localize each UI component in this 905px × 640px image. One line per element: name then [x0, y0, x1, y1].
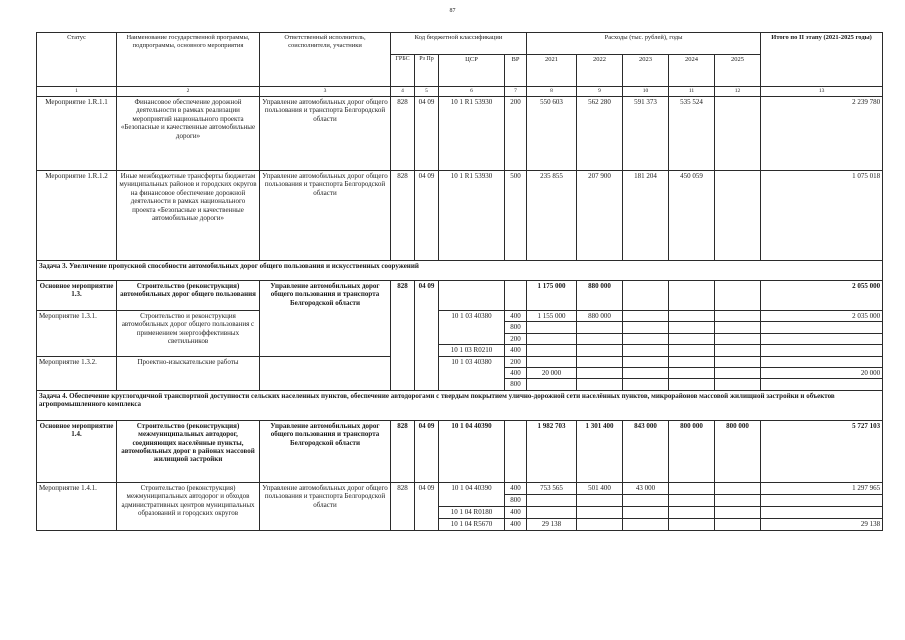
task-4-title: Задача 4. Обеспечение круглогодичной транспортной доступности сельских населенных пунктов, обеспечение автодорогами с твердым покрытием улично-дорожной сети населённых пунктов, микрорайонов массовой жилищной застройки и объектов агропромышленного комплекса	[37, 390, 883, 420]
row-status: Мероприятие 1.4.1.	[37, 482, 117, 530]
row-vr: 200	[505, 97, 527, 171]
col-number: 5	[415, 87, 439, 97]
col-number: 9	[577, 87, 623, 97]
table-row	[37, 281, 883, 311]
row-vr: 200	[505, 356, 527, 367]
budget-table	[36, 32, 883, 531]
row-csr: 10 1 04 40390	[439, 420, 505, 482]
row-rzpr: 04 09	[415, 171, 439, 261]
header-row-1	[37, 33, 883, 55]
row-executor: Управление автомобильных дорог общего пользования и транспорта Белгородской области	[260, 482, 391, 530]
table-row	[37, 482, 883, 494]
header-2024: 2024	[669, 55, 715, 87]
table-row	[37, 97, 883, 171]
row-2022: 562 280	[577, 97, 623, 171]
header-grbs: ГРБС	[391, 55, 415, 87]
row-2021: 20 000	[527, 367, 577, 378]
header-status: Статус	[37, 33, 117, 87]
task-row	[37, 261, 883, 281]
row-2022: 501 400	[577, 482, 623, 494]
table-row	[37, 356, 883, 367]
header-2025: 2025	[715, 55, 761, 87]
row-status: Мероприятие 1.3.1.	[37, 311, 117, 357]
row-csr: 10 1 R1 53930	[439, 97, 505, 171]
row-grbs: 828	[391, 171, 415, 261]
row-total: 1 075 018	[761, 171, 883, 261]
row-rzpr: 04 09	[415, 281, 439, 391]
row-2024: 450 059	[669, 171, 715, 261]
row-2021: 235 855	[527, 171, 577, 261]
row-executor: Управление автомобильных дорог общего пользования и транспорта Белгородской области	[260, 97, 391, 171]
header-executor: Ответственный исполнитель, соисполнители, участники	[260, 33, 391, 87]
col-number: 6	[439, 87, 505, 97]
row-executor	[260, 356, 391, 390]
header-2022: 2022	[577, 55, 623, 87]
row-2025	[715, 171, 761, 261]
column-numbers-row	[37, 87, 883, 97]
row-executor: Управление автомобильных дорог общего пользования и транспорта Белгородской области	[260, 420, 391, 482]
row-vr: 200	[505, 333, 527, 344]
col-number: 1	[37, 87, 117, 97]
row-2021: 1 982 703	[527, 420, 577, 482]
row-total: 2 035 000	[761, 311, 883, 322]
row-csr: 10 1 R1 53930	[439, 171, 505, 261]
row-vr	[505, 281, 527, 311]
row-executor: Управление автомобильных дорог общего пользования и транспорта Белгородской области	[260, 281, 391, 357]
row-2021: 550 603	[527, 97, 577, 171]
row-2022: 880 000	[577, 281, 623, 311]
table-row	[37, 311, 883, 322]
row-2021: 29 138	[527, 518, 577, 530]
header-program: Наименование государственной программы, подпрограммы, основного мероприятия	[117, 33, 260, 87]
row-csr: 10 1 03 40380	[439, 356, 505, 390]
row-total: 2 055 000	[761, 281, 883, 311]
row-name: Строительство (реконструкция) межмуниципальных автодорог, соединяющих населённые пункты, автомобильных дорог в районах массовой жилищной застройки	[117, 420, 260, 482]
row-2023	[623, 281, 669, 311]
row-total: 29 138	[761, 518, 883, 530]
row-vr: 500	[505, 171, 527, 261]
header-2021: 2021	[527, 55, 577, 87]
header-expenses: Расходы (тыс. рублей), годы	[527, 33, 761, 55]
header-2023: 2023	[623, 55, 669, 87]
col-number: 11	[669, 87, 715, 97]
row-vr: 800	[505, 494, 527, 506]
row-status: Основное мероприятие 1.4.	[37, 420, 117, 482]
col-number: 13	[761, 87, 883, 97]
row-grbs: 828	[391, 97, 415, 171]
row-2025	[715, 97, 761, 171]
row-total: 1 297 965	[761, 482, 883, 494]
row-rzpr: 04 09	[415, 420, 439, 482]
row-executor: Управление автомобильных дорог общего пользования и транспорта Белгородской области	[260, 171, 391, 261]
row-vr: 400	[505, 345, 527, 356]
row-2023: 43 000	[623, 482, 669, 494]
header-budget-code: Код бюджетной классификации	[391, 33, 527, 55]
row-vr: 800	[505, 322, 527, 333]
row-2024: 800 000	[669, 420, 715, 482]
row-2022: 1 301 400	[577, 420, 623, 482]
row-2024	[669, 281, 715, 311]
row-total: 5 727 103	[761, 420, 883, 482]
col-number: 2	[117, 87, 260, 97]
table-row	[37, 171, 883, 261]
row-csr: 10 1 04 40390	[439, 482, 505, 506]
row-vr	[505, 420, 527, 482]
row-status: Мероприятие 1.R.1.2	[37, 171, 117, 261]
row-vr: 400	[505, 311, 527, 322]
row-status: Основное мероприятие 1.3.	[37, 281, 117, 311]
row-total: 2 239 780	[761, 97, 883, 171]
col-number: 8	[527, 87, 577, 97]
row-vr: 400	[505, 506, 527, 518]
row-2023: 181 204	[623, 171, 669, 261]
row-2022: 880 000	[577, 311, 623, 322]
row-2023: 843 000	[623, 420, 669, 482]
row-name: Строительство (реконструкция) автомобильных дорог общего пользования	[117, 281, 260, 311]
row-vr: 800	[505, 379, 527, 390]
row-grbs: 828	[391, 482, 415, 530]
col-number: 7	[505, 87, 527, 97]
row-2025: 800 000	[715, 420, 761, 482]
task-3-title: Задача 3. Увеличение пропускной способности автомобильных дорог общего пользования и искусственных сооружений	[37, 261, 883, 281]
row-rzpr: 04 09	[415, 97, 439, 171]
page-number: 87	[449, 8, 456, 14]
task-row	[37, 390, 883, 420]
header-total: Итого по II этапу (2021-2025 годы)	[761, 33, 883, 87]
col-number: 10	[623, 87, 669, 97]
row-vr: 400	[505, 367, 527, 378]
row-name: Строительство и реконструкция автомобильных дорог общего пользования с применением энергоэффективных светильников	[117, 311, 260, 357]
row-2024: 535 524	[669, 97, 715, 171]
table-row	[37, 420, 883, 482]
row-2021: 1 175 000	[527, 281, 577, 311]
col-number: 4	[391, 87, 415, 97]
row-csr: 10 1 03 R0210	[439, 345, 505, 356]
header-vr: ВР	[505, 55, 527, 87]
row-name: Проектно-изыскательские работы	[117, 356, 260, 390]
row-total: 20 000	[761, 367, 883, 378]
row-vr: 400	[505, 518, 527, 530]
row-2021: 753 565	[527, 482, 577, 494]
row-name: Иные межбюджетные трансферты бюджетам муниципальных районов и городских округов на финансовое обеспечение дорожной деятельности в рамках национального проекта «Безопасные и качественные автомобильные дороги»	[117, 171, 260, 261]
row-status: Мероприятие 1.R.1.1	[37, 97, 117, 171]
row-name: Финансовое обеспечение дорожной деятельности в рамках реализации мероприятий национального проекта «Безопасные и качественные автомобильные дороги»	[117, 97, 260, 171]
row-csr	[439, 281, 505, 311]
row-vr: 400	[505, 482, 527, 494]
row-2025	[715, 281, 761, 311]
row-2023: 591 373	[623, 97, 669, 171]
row-status: Мероприятие 1.3.2.	[37, 356, 117, 390]
row-2022: 207 900	[577, 171, 623, 261]
row-name: Строительство (реконструкция) межмуниципальных автодорог и обходов административных центров муниципальных образований и городских округов	[117, 482, 260, 530]
header-csr: ЦСР	[439, 55, 505, 87]
row-grbs: 828	[391, 281, 415, 391]
col-number: 3	[260, 87, 391, 97]
header-rzpr: Рз Пр	[415, 55, 439, 87]
row-rzpr: 04 09	[415, 482, 439, 530]
col-number: 12	[715, 87, 761, 97]
row-2021: 1 155 000	[527, 311, 577, 322]
row-csr: 10 1 04 R5670	[439, 518, 505, 530]
row-csr: 10 1 04 R0180	[439, 506, 505, 518]
row-csr: 10 1 03 40380	[439, 311, 505, 345]
row-grbs: 828	[391, 420, 415, 482]
